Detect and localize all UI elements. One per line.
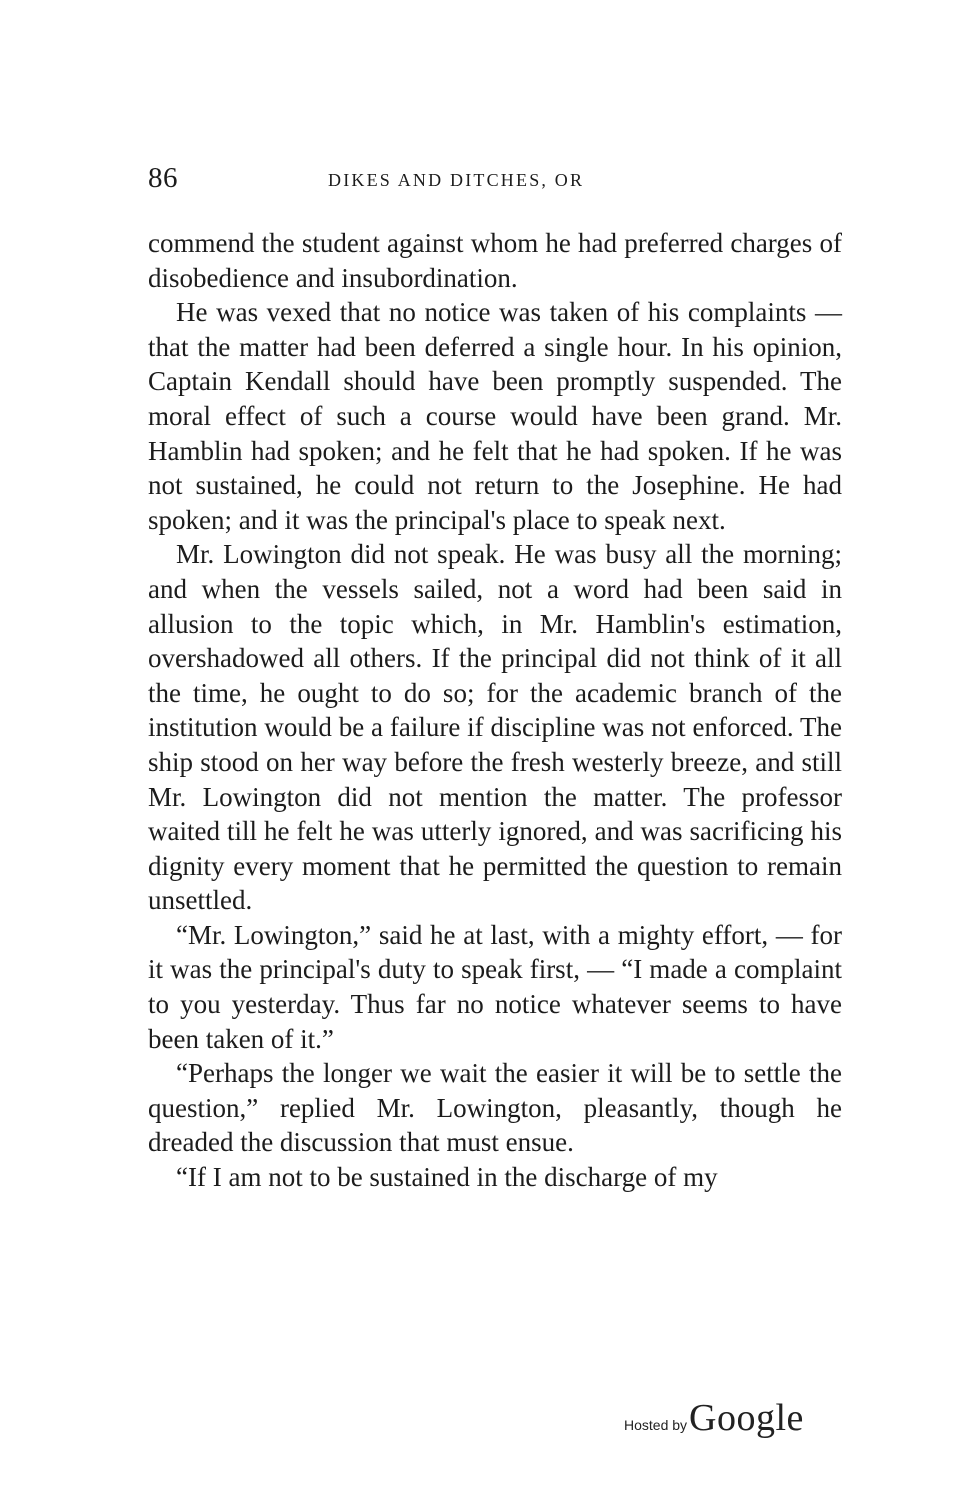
hosted-by-label: Hosted by [624,1417,688,1433]
paragraph: Mr. Lowington did not speak. He was busy all the morning; and when the vessels sailed, not a word had been said in allusion to the topic which, in Mr. Hamblin's estimation, overshadowed all others. If the principal did not think of it all the time, he ought to do so; for the academic branch of the institution would be a failure if discipline was not enforced. The ship stood on her way before the fresh westerly breeze, and still Mr. Lowington did not mention the matter. The professor waited till he felt he was utterly ignored, and was sacrificing his dignity every moment that he permitted the question to remain unsettled. [148,539,842,916]
page-header [148,160,848,200]
paragraph: “Mr. Lowington,” said he at last, with a mighty effort, — for it was the principal's duty to speak first, — “I made a complaint to you yesterday. Thus far no notice whatever seems to have been taken of it.” [148,919,842,1054]
google-logo: Google [689,1397,804,1439]
page-number: 86 [148,162,178,194]
running-head: DIKES AND DITCHES, OR [328,170,585,190]
paragraph: He was vexed that no notice was taken of his complaints — that the matter had been deferred a single hour. In his opinion, Captain Kendall should have been promptly suspended. The moral effect of such a course would have been grand. Mr. Hamblin had spoken; and he felt that he had spoken. If he was not sustained, he could not return to the Josephine. He had spoken; and it was the principal's place to speak next. [148,297,842,535]
hosted-by-google-credit [624,1396,804,1446]
paragraph: “Perhaps the longer we wait the easier it will be to settle the question,” replied Mr. Lowington, pleasantly, though he dreaded the discussion that must ensue. [148,1058,842,1158]
paragraph-continued: commend the student against whom he had preferred charges of disobedience and insubordination. [148,228,842,293]
body-text [148,226,842,1195]
paragraph: “If I am not to be sustained in the discharge of my [176,1162,718,1193]
